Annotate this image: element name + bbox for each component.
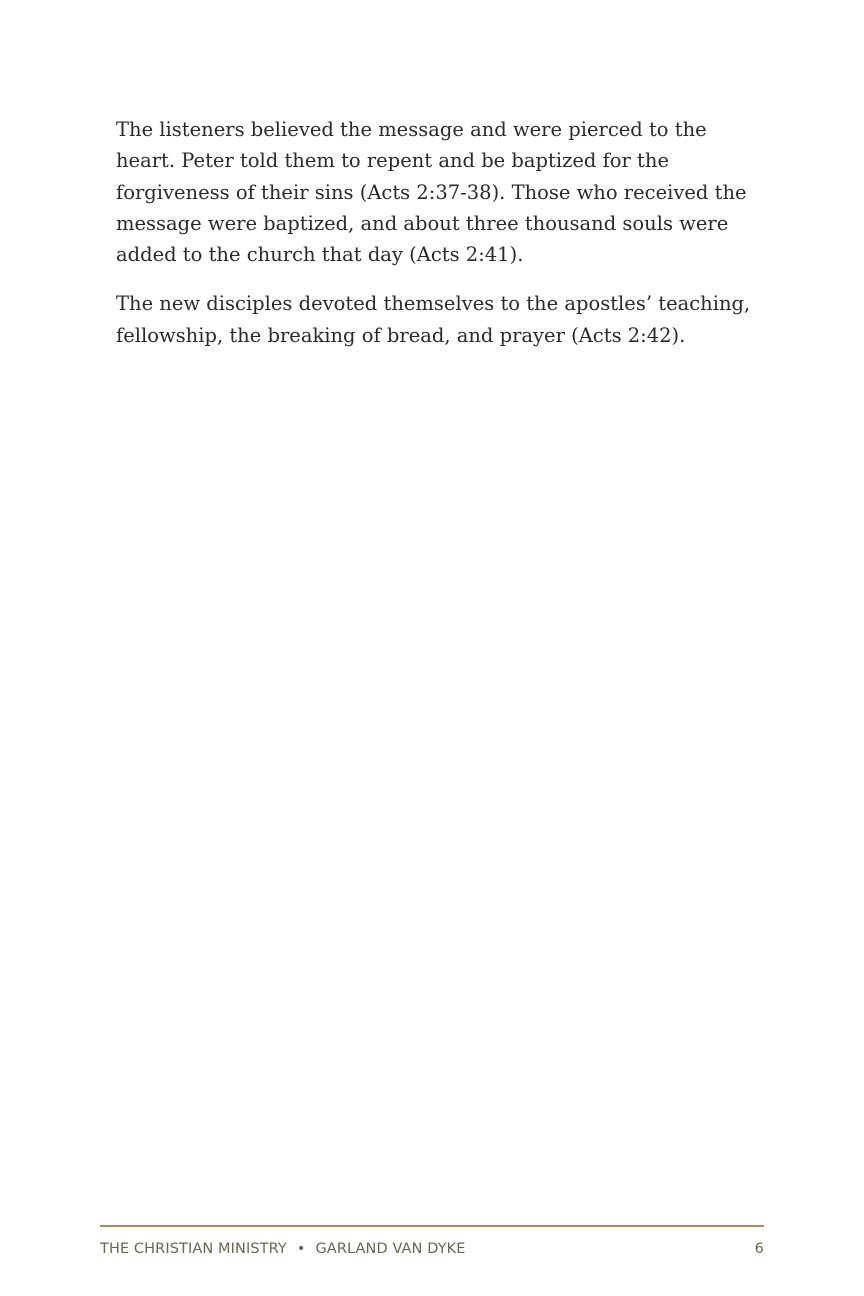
- footer-author: GARLAND VAN DYKE: [315, 1241, 466, 1257]
- page-footer: [100, 1239, 764, 1259]
- page-body: [116, 114, 756, 369]
- footer-divider: [100, 1225, 764, 1227]
- body-paragraph-2: The new disciples devoted themselves to the apostles’ teaching, fellowship, the breaking of bread, and prayer (Acts 2:42).: [116, 292, 751, 347]
- footer-book-title: THE CHRISTIAN MINISTRY: [100, 1241, 287, 1257]
- body-paragraph-1: The listeners believed the message and were pierced to the heart. Peter told them to repent and be baptized for the forgiveness of their sins (Acts 2:37-38). Those who received the message were baptized, and about three thousand souls were added to the church that day (Acts 2:41).: [116, 118, 747, 267]
- footer-separator: •: [296, 1241, 306, 1257]
- page-number: 6: [754, 1241, 764, 1257]
- running-footer: [100, 1241, 466, 1257]
